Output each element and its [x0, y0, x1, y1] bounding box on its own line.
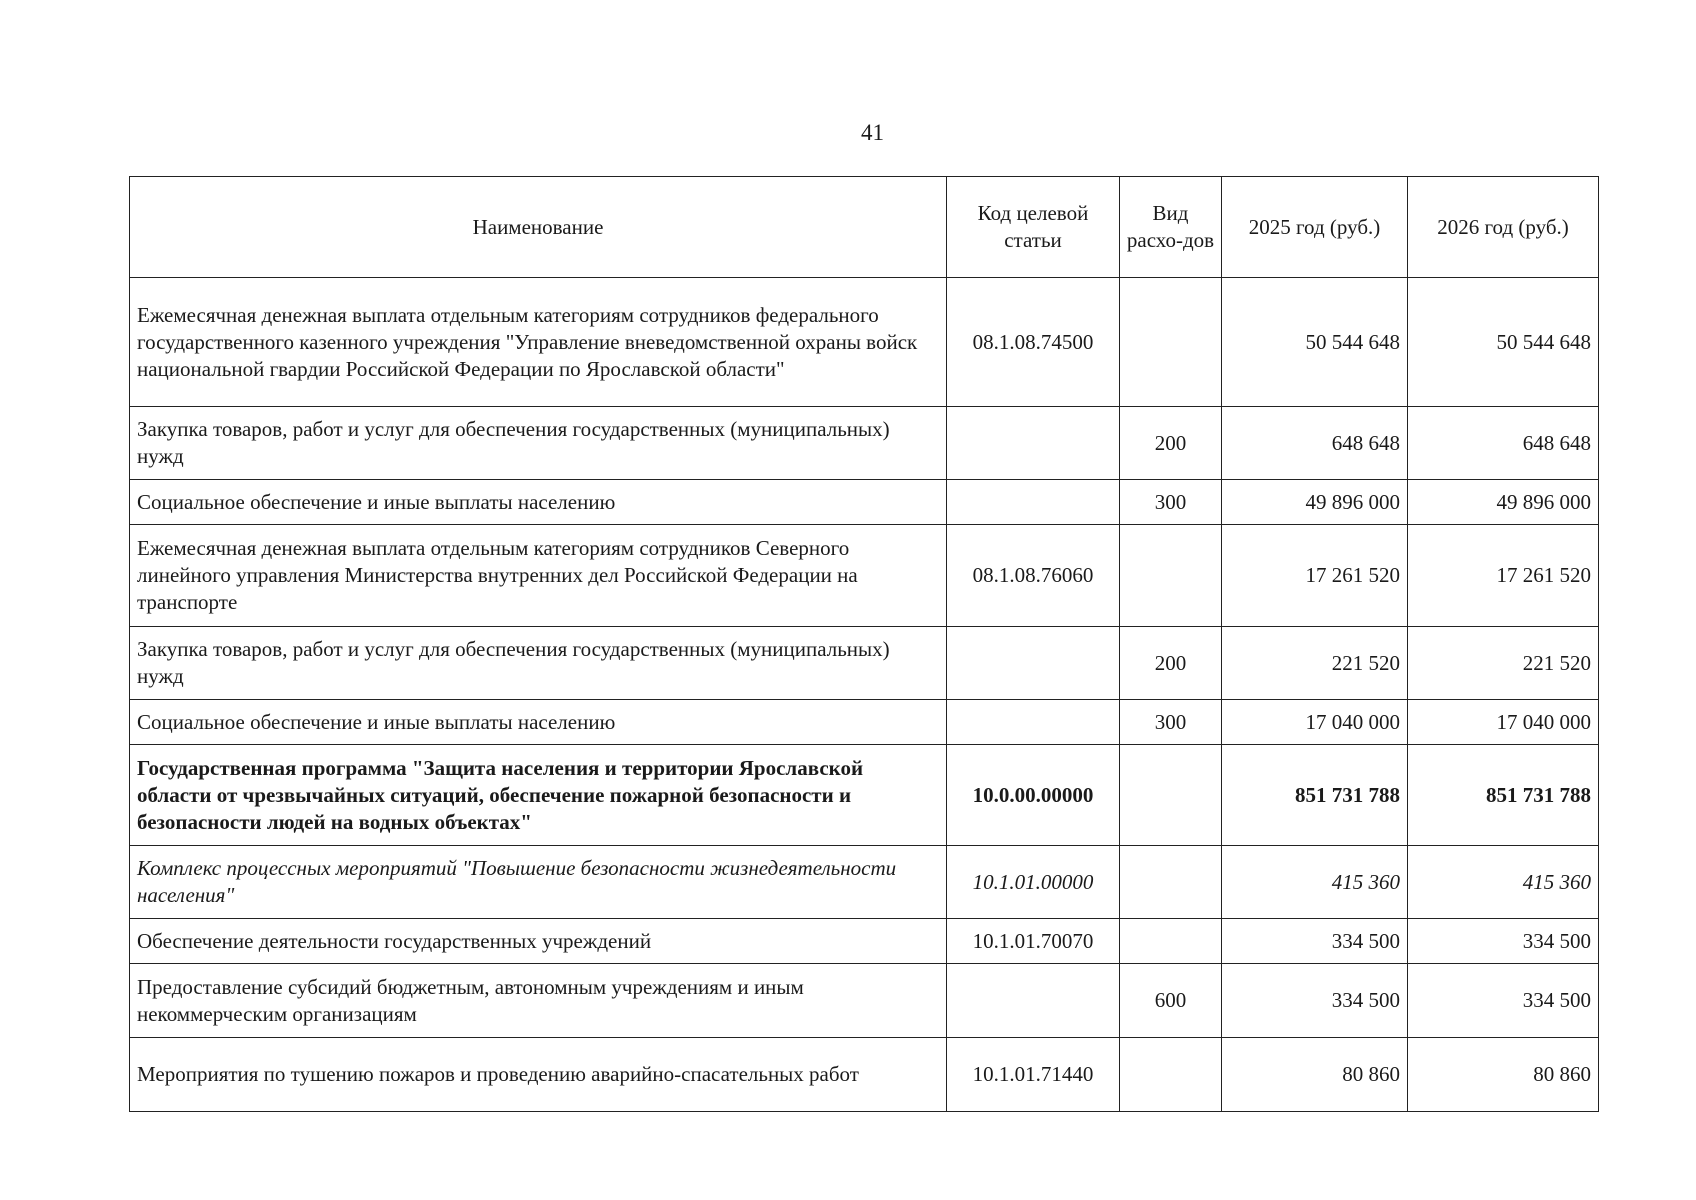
cell-name: Ежемесячная денежная выплата отдельным категориям сотрудников Северного линейного управления Министерства внутренних дел Российской Федерации на транспорте	[130, 525, 947, 627]
cell-2025: 50 544 648	[1222, 278, 1408, 407]
cell-kind: 600	[1120, 964, 1222, 1038]
table-row	[130, 407, 1599, 480]
cell-code	[947, 407, 1120, 480]
cell-name: Закупка товаров, работ и услуг для обеспечения государственных (муниципальных) нужд	[130, 627, 947, 700]
cell-2025: 221 520	[1222, 627, 1408, 700]
cell-2025: 17 040 000	[1222, 700, 1408, 745]
table-row	[130, 525, 1599, 627]
cell-kind	[1120, 846, 1222, 919]
table-row	[130, 480, 1599, 525]
cell-name: Государственная программа "Защита населения и территории Ярославской области от чрезвычайных ситуаций, обеспечение пожарной безопасности и безопасности людей на водных объектах"	[130, 745, 947, 846]
cell-2026: 80 860	[1408, 1038, 1599, 1112]
cell-code: 10.1.01.70070	[947, 919, 1120, 964]
cell-2026: 648 648	[1408, 407, 1599, 480]
cell-2025: 648 648	[1222, 407, 1408, 480]
page-number: 41	[861, 120, 884, 145]
cell-kind	[1120, 919, 1222, 964]
header-2025: 2025 год (руб.)	[1222, 177, 1408, 278]
cell-2026: 221 520	[1408, 627, 1599, 700]
table-body	[130, 278, 1599, 1112]
budget-table	[129, 176, 1599, 1112]
cell-2025: 334 500	[1222, 964, 1408, 1038]
cell-kind: 300	[1120, 700, 1222, 745]
table-row	[130, 745, 1599, 846]
cell-2025: 415 360	[1222, 846, 1408, 919]
cell-code: 08.1.08.74500	[947, 278, 1120, 407]
cell-code	[947, 627, 1120, 700]
table-row	[130, 627, 1599, 700]
cell-name: Комплекс процессных мероприятий "Повышение безопасности жизнедеятельности населения"	[130, 846, 947, 919]
cell-kind: 300	[1120, 480, 1222, 525]
table-row	[130, 278, 1599, 407]
table-row	[130, 964, 1599, 1038]
cell-2025: 17 261 520	[1222, 525, 1408, 627]
table-row	[130, 1038, 1599, 1112]
table-header	[130, 177, 1599, 278]
cell-name: Мероприятия по тушению пожаров и проведению аварийно-спасательных работ	[130, 1038, 947, 1112]
cell-name: Предоставление субсидий бюджетным, автономным учреждениям и иным некоммерческим организациям	[130, 964, 947, 1038]
cell-2026: 17 261 520	[1408, 525, 1599, 627]
header-kind: Вид расхо-дов	[1120, 177, 1222, 278]
cell-name: Социальное обеспечение и иные выплаты населению	[130, 480, 947, 525]
cell-code: 10.1.01.00000	[947, 846, 1120, 919]
cell-2026: 17 040 000	[1408, 700, 1599, 745]
cell-kind: 200	[1120, 627, 1222, 700]
cell-2025: 80 860	[1222, 1038, 1408, 1112]
cell-kind	[1120, 745, 1222, 846]
cell-code: 10.0.00.00000	[947, 745, 1120, 846]
cell-kind	[1120, 1038, 1222, 1112]
cell-2026: 49 896 000	[1408, 480, 1599, 525]
cell-2026: 334 500	[1408, 919, 1599, 964]
cell-kind	[1120, 278, 1222, 407]
cell-code	[947, 964, 1120, 1038]
cell-kind: 200	[1120, 407, 1222, 480]
cell-name: Обеспечение деятельности государственных учреждений	[130, 919, 947, 964]
cell-code	[947, 700, 1120, 745]
table-row	[130, 700, 1599, 745]
cell-2026: 415 360	[1408, 846, 1599, 919]
cell-name: Ежемесячная денежная выплата отдельным категориям сотрудников федерального государственного казенного учреждения "Управление вневедомственной охраны войск национальной гвардии Российской Федерации по Ярославской области"	[130, 278, 947, 407]
header-name: Наименование	[130, 177, 947, 278]
cell-code: 10.1.01.71440	[947, 1038, 1120, 1112]
cell-2025: 334 500	[1222, 919, 1408, 964]
table-row	[130, 919, 1599, 964]
cell-code	[947, 480, 1120, 525]
cell-2025: 851 731 788	[1222, 745, 1408, 846]
header-2026: 2026 год (руб.)	[1408, 177, 1599, 278]
cell-code: 08.1.08.76060	[947, 525, 1120, 627]
cell-2026: 50 544 648	[1408, 278, 1599, 407]
cell-2025: 49 896 000	[1222, 480, 1408, 525]
header-row	[130, 177, 1599, 278]
cell-2026: 851 731 788	[1408, 745, 1599, 846]
cell-kind	[1120, 525, 1222, 627]
table-row	[130, 846, 1599, 919]
cell-name: Социальное обеспечение и иные выплаты населению	[130, 700, 947, 745]
header-code: Код целевой статьи	[947, 177, 1120, 278]
cell-name: Закупка товаров, работ и услуг для обеспечения государственных (муниципальных) нужд	[130, 407, 947, 480]
cell-2026: 334 500	[1408, 964, 1599, 1038]
